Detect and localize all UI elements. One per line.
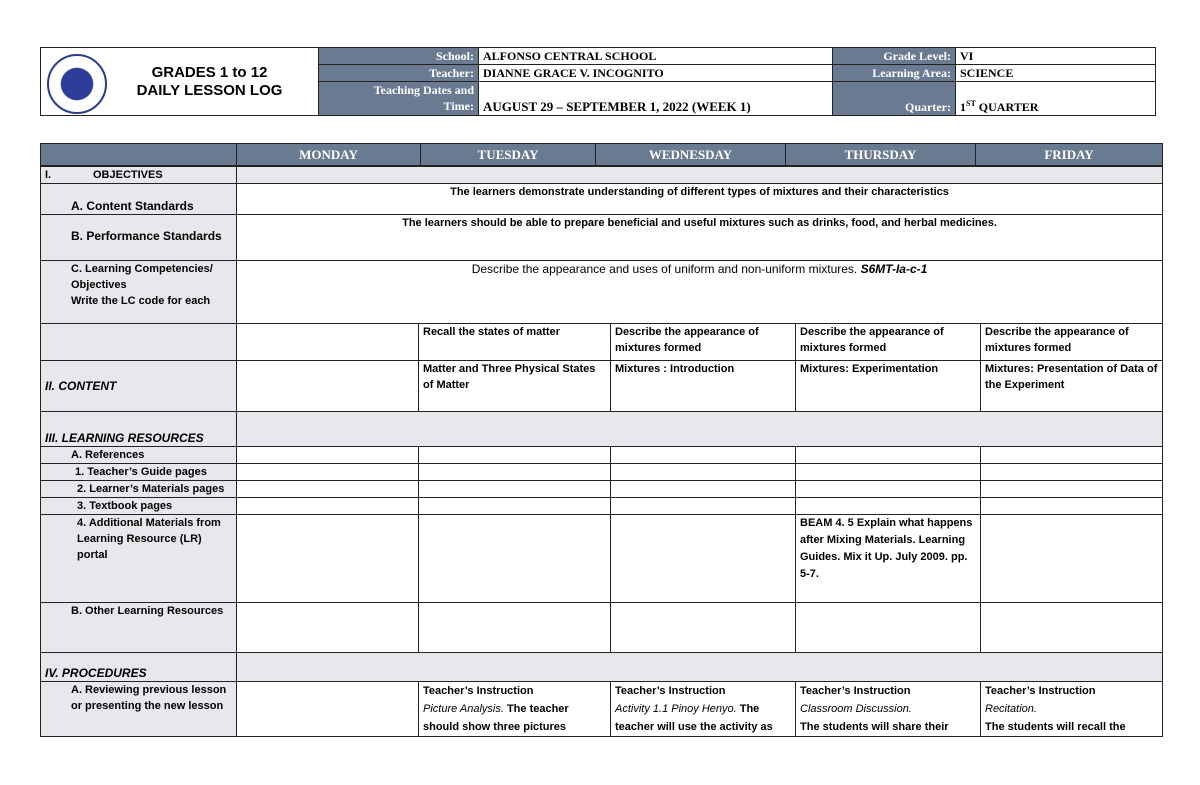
title-cell xyxy=(41,48,319,116)
objectives-label: I. OBJECTIVES xyxy=(41,167,237,184)
empty-cell xyxy=(419,447,611,464)
procedures-band xyxy=(237,653,1163,682)
empty-cell xyxy=(419,515,611,603)
empty-cell xyxy=(237,515,419,603)
daily-objective: Describe the appearance of mixtures formed xyxy=(611,324,796,361)
empty-cell xyxy=(419,481,611,498)
empty-cell xyxy=(237,447,419,464)
empty-cell xyxy=(981,464,1163,481)
objectives-band xyxy=(237,167,1163,184)
daily-objective: Describe the appearance of mixtures formed xyxy=(981,324,1163,361)
procedures-label: IV. PROCEDURES xyxy=(41,653,237,682)
performance-standards-text: The learners should be able to prepare beneficial and useful mixtures such as drinks, food, and herbal medicines. xyxy=(237,215,1163,261)
daily-content xyxy=(237,361,419,412)
procedure-wednesday: Teacher’s Instruction Activity 1.1 Pinoy Henyo. The teacher will use the activity as xyxy=(611,682,796,737)
empty-cell xyxy=(981,603,1163,653)
empty-cell xyxy=(419,603,611,653)
textbook-label: 3. Textbook pages xyxy=(41,498,237,515)
daily-objective: Describe the appearance of mixtures formed xyxy=(796,324,981,361)
day-friday: FRIDAY xyxy=(976,144,1163,166)
school-label: School: xyxy=(319,48,479,65)
additional-materials-label: 4. Additional Materials from Learning Resource (LR) portal xyxy=(41,515,237,603)
deped-seal-logo xyxy=(47,54,107,114)
empty-cell xyxy=(611,498,796,515)
dates-label: Teaching Dates and Time: xyxy=(319,82,479,116)
daily-content: Mixtures: Experimentation xyxy=(796,361,981,412)
empty-cell xyxy=(611,603,796,653)
additional-materials-thursday: BEAM 4. 5 Explain what happens after Mixing Materials. Learning Guides. Mix it Up. July 2009. pp. 5-7. xyxy=(796,515,981,603)
empty-cell xyxy=(611,464,796,481)
daily-content: Mixtures: Presentation of Data of the Experiment xyxy=(981,361,1163,412)
empty-cell xyxy=(419,498,611,515)
daily-content: Matter and Three Physical States of Matter xyxy=(419,361,611,412)
dates-value: AUGUST 29 – SEPTEMBER 1, 2022 (WEEK 1) xyxy=(479,82,833,116)
empty-cell xyxy=(796,464,981,481)
empty-cell xyxy=(237,603,419,653)
empty-cell xyxy=(981,498,1163,515)
empty-cell xyxy=(419,464,611,481)
blank-header xyxy=(41,144,237,166)
empty-cell xyxy=(981,481,1163,498)
teachers-guide-label: 1. Teacher’s Guide pages xyxy=(41,464,237,481)
grade-value: VI xyxy=(956,48,1156,65)
empty-cell xyxy=(981,447,1163,464)
header-table xyxy=(40,47,1156,116)
quarter-label: Quarter: xyxy=(833,82,956,116)
content-standards-text: The learners demonstrate understanding of different types of mixtures and their characteristics xyxy=(237,184,1163,215)
lesson-table xyxy=(40,166,1163,737)
procedure-tuesday: Teacher’s Instruction Picture Analysis. The teacher should show three pictures xyxy=(419,682,611,737)
empty-cell xyxy=(237,498,419,515)
empty-cell xyxy=(237,682,419,737)
day-tuesday: TUESDAY xyxy=(421,144,596,166)
learners-materials-label: 2. Learner’s Materials pages xyxy=(41,481,237,498)
performance-standards-label: B. Performance Standards xyxy=(41,215,237,261)
empty-cell xyxy=(611,481,796,498)
days-header xyxy=(40,143,1163,166)
teacher-label: Teacher: xyxy=(319,65,479,82)
grade-label: Grade Level: xyxy=(833,48,956,65)
area-value: SCIENCE xyxy=(956,65,1156,82)
empty-cell xyxy=(796,603,981,653)
competencies-text: Describe the appearance and uses of uniform and non-uniform mixtures. S6MT-Ia-c-1 xyxy=(237,261,1163,324)
empty-cell xyxy=(796,481,981,498)
day-thursday: THURSDAY xyxy=(786,144,976,166)
day-monday: MONDAY xyxy=(237,144,421,166)
learning-resources-label: III. LEARNING RESOURCES xyxy=(41,412,237,447)
teacher-value: DIANNE GRACE V. INCOGNITO xyxy=(479,65,833,82)
daily-objectives-label xyxy=(41,324,237,361)
empty-cell xyxy=(796,498,981,515)
procedure-friday: Teacher’s Instruction Recitation. The students will recall the xyxy=(981,682,1163,737)
daily-objective xyxy=(237,324,419,361)
references-label: A. References xyxy=(41,447,237,464)
empty-cell xyxy=(981,515,1163,603)
content-label: II. CONTENT xyxy=(41,361,237,412)
empty-cell xyxy=(796,447,981,464)
resources-band xyxy=(237,412,1163,447)
procedure-thursday: Teacher’s Instruction Classroom Discussion. The students will share their xyxy=(796,682,981,737)
empty-cell xyxy=(611,447,796,464)
review-label: A. Reviewing previous lesson or presenting the new lesson xyxy=(41,682,237,737)
empty-cell xyxy=(611,515,796,603)
content-standards-label: A. Content Standards xyxy=(41,184,237,215)
area-label: Learning Area: xyxy=(833,65,956,82)
other-resources-label: B. Other Learning Resources xyxy=(41,603,237,653)
empty-cell xyxy=(237,481,419,498)
quarter-value: 1ST QUARTER xyxy=(956,82,1156,116)
daily-objective: Recall the states of matter xyxy=(419,324,611,361)
competencies-label: C. Learning Competencies/ Objectives Write the LC code for each xyxy=(41,261,237,324)
page-title: GRADES 1 to 12 DAILY LESSON LOG xyxy=(136,63,283,99)
day-wednesday: WEDNESDAY xyxy=(596,144,786,166)
school-value: ALFONSO CENTRAL SCHOOL xyxy=(479,48,833,65)
daily-content: Mixtures : Introduction xyxy=(611,361,796,412)
empty-cell xyxy=(237,464,419,481)
